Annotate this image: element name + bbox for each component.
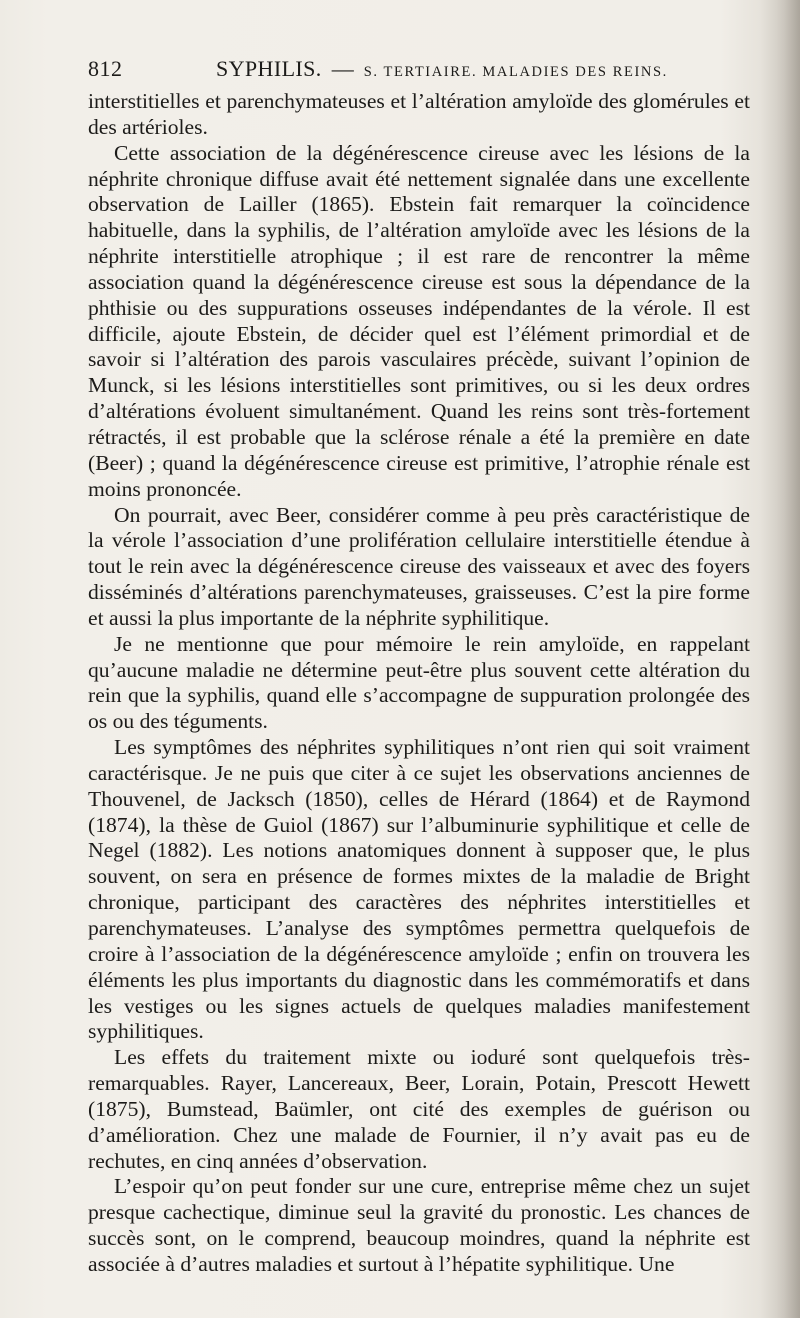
paragraph: L’espoir qu’on peut fonder sur une cure, entreprise même chez un sujet presque cachectique, diminue seul la gravité du pronostic. Les chances de succès sont, on le comprend, beaucoup moindres, quand la néphrite est associée à d’autres maladies et surtout à l’hépatite syphilitique. Une [88, 1174, 750, 1276]
paragraph: Je ne mentionne que pour mémoire le rein amyloïde, en rappelant qu’aucune maladie ne détermine peut-être plus souvent cette altération du rein que la syphilis, quand elle s’accompagne de suppuration prolongée des os ou des téguments. [88, 631, 750, 734]
paragraph: On pourrait, avec Beer, considérer comme à peu près caractéristique de la vérole l’association d’une prolifération cellulaire interstitielle étendue à tout le rein avec la dégénérescence cireuse des vaisseaux et avec des foyers disséminés d’altérations parenchymateuses, graisseuses. C’est la pire forme et aussi la plus importante de la néphrite syphilitique. [88, 502, 750, 630]
header-title: SYPHILIS. [216, 56, 322, 81]
paragraph: Les effets du traitement mixte ou ioduré sont quelquefois très-remarquables. Rayer, Lancereaux, Beer, Lorain, Potain, Prescott Hewett (1875), Bumstead, Baümler, ont cité des exemples de guérison ou d’amélioration. Chez une malade de Fournier, il n’y avait pas eu de rechutes, en cinq années d’observation. [88, 1045, 750, 1173]
body-text [88, 89, 750, 1278]
running-header [88, 52, 748, 86]
page-number: 812 [88, 56, 123, 81]
running-title [216, 52, 668, 89]
header-subtitle: S. TERTIAIRE. MALADIES DES REINS. [363, 64, 668, 80]
paragraph-continuation: interstitielles et parenchymateuses et l’altération amyloïde des glomérules et des artérioles. [88, 89, 750, 139]
header-dash: — [331, 56, 354, 81]
paragraph: Cette association de la dégénérescence cireuse avec les lésions de la néphrite chronique diffuse avait été nettement signalée dans une excellente observation de Lailler (1865). Ebstein fait remarquer la coïncidence habituelle, dans la syphilis, de l’altération amyloïde avec les lésions de la néphrite interstitielle atrophique ; il est rare de rencontrer la même association quand la dégénérescence cireuse est sous la dépendance de la phthisie ou des suppurations osseuses indépendantes de la vérole. Il est difficile, ajoute Ebstein, de décider quel est l’élément primordial et de savoir si l’altération des parois vasculaires précède, suivant l’opinion de Munck, si les lésions interstitielles sont primitives, ou si les deux ordres d’altérations évoluent simultanément. Quand les reins sont très-fortement rétractés, il est probable que la sclérose rénale a été la première en date (Beer) ; quand la dégénérescence cireuse est primitive, l’atrophie rénale est moins prononcée. [88, 140, 750, 501]
paragraph: Les symptômes des néphrites syphilitiques n’ont rien qui soit vraiment caractérisque. Je ne puis que citer à ce sujet les observations anciennes de Thouvenel, de Jacksch (1850), celles de Hérard (1864) et de Raymond (1874), la thèse de Guiol (1867) sur l’albuminurie syphilitique et celle de Negel (1882). Les notions anatomiques donnent à supposer que, le plus souvent, on sera en présence de formes mixtes de la maladie de Bright chronique, participant des caractères des néphrites interstitielles et parenchymateuses. L’analyse des symptômes permettra quelquefois de croire à l’association de la dégénérescence amyloïde ; enfin on trouvera les éléments les plus importants du diagnostic dans les commémoratifs et dans les vestiges ou les signes actuels de quelques maladies manifestement syphilitiques. [88, 735, 750, 1044]
page-gutter-shadow [760, 0, 800, 1318]
